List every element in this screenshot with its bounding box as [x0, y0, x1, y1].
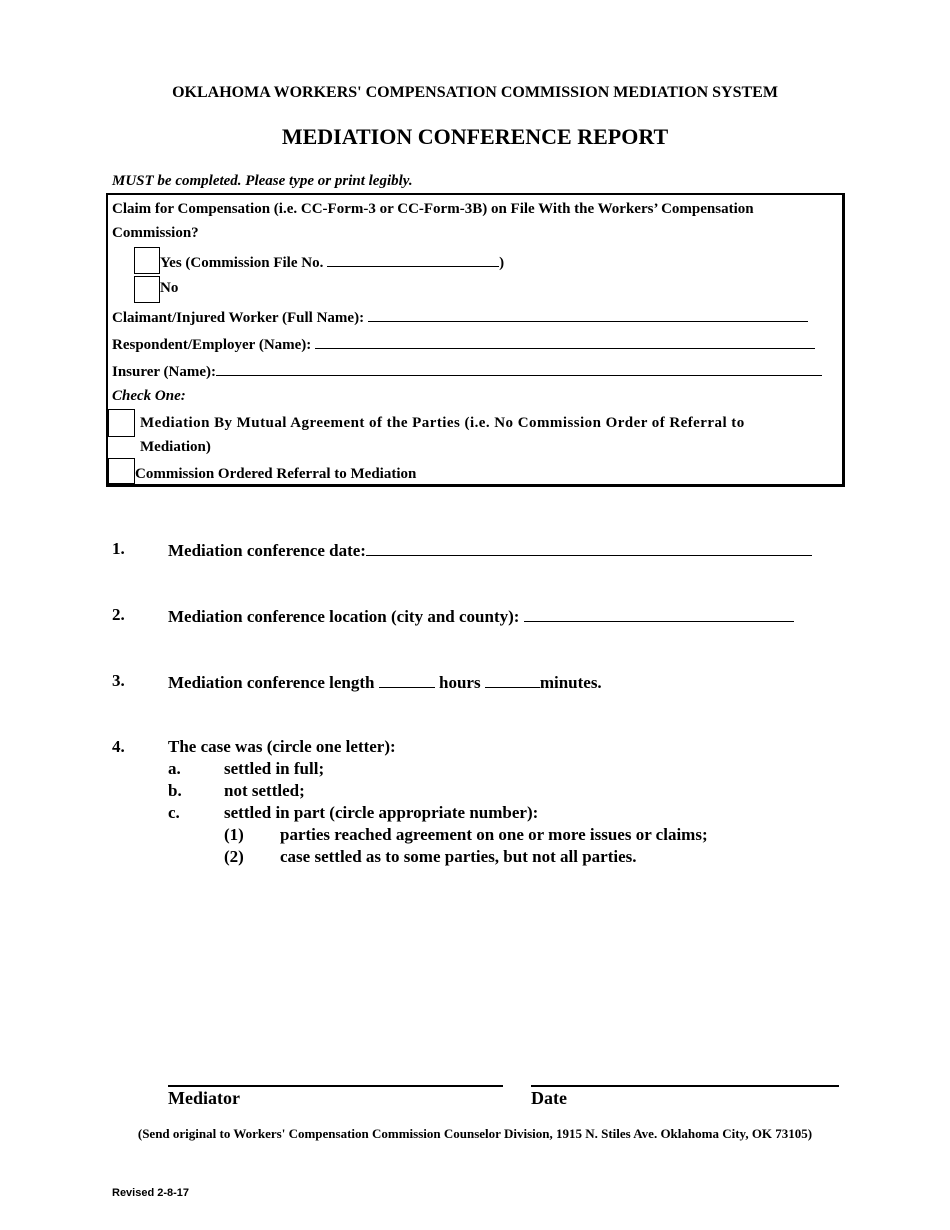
- respondent-name-field[interactable]: [315, 334, 815, 349]
- check-one-label: Check One:: [112, 388, 186, 404]
- respondent-label: Respondent/Employer (Name):: [112, 337, 312, 353]
- insurer-label: Insurer (Name):: [112, 364, 217, 380]
- option-c-letter[interactable]: c.: [168, 803, 180, 822]
- q2-label: Mediation conference location (city and county):: [168, 607, 520, 626]
- yes-label: Yes (Commission File No.: [160, 255, 324, 271]
- q3-number: 3.: [112, 671, 125, 690]
- sub-option-2-text: case settled as to some parties, but not all parties.: [280, 847, 637, 866]
- option1-line2: Mediation): [140, 439, 211, 455]
- q4-label: The case was (circle one letter):: [168, 737, 396, 756]
- yes-close-paren: ): [499, 255, 505, 271]
- q1-label: Mediation conference date:: [168, 541, 366, 560]
- respondent-row: [112, 334, 815, 354]
- option1-line1: [140, 415, 838, 432]
- q3-label: Mediation conference length: [168, 673, 375, 692]
- q2-number: 2.: [112, 605, 125, 624]
- conference-location-field[interactable]: [524, 605, 794, 622]
- insurer-row: [112, 361, 822, 381]
- page-title: MEDIATION CONFERENCE REPORT: [281, 124, 669, 149]
- hours-label: hours: [438, 673, 481, 692]
- option2-label: Commission Ordered Referral to Mediation: [135, 466, 417, 482]
- option-a-text: settled in full;: [224, 759, 325, 778]
- yes-row: [160, 252, 504, 272]
- minutes-label: minutes.: [539, 673, 602, 692]
- option-c-text: settled in part (circle appropriate number):: [224, 803, 539, 822]
- q1-number: 1.: [112, 539, 125, 558]
- claim-question-line1: Claim for Compensation (i.e. CC-Form-3 or CC-Form-3B) on File With the Workers’ Compensation: [112, 201, 754, 217]
- claimant-row: [112, 307, 808, 327]
- q1-row: [168, 539, 812, 561]
- instructions: MUST be completed. Please type or print legibly.: [112, 173, 413, 189]
- conference-date-field[interactable]: [366, 539, 812, 556]
- option1-text: Mediation By Mutual Agreement of the Parties (i.e. No Commission Order of Referral to: [140, 415, 745, 431]
- claimant-label: Claimant/Injured Worker (Full Name):: [112, 310, 365, 326]
- mutual-agreement-checkbox[interactable]: [108, 409, 135, 437]
- option-b-letter[interactable]: b.: [168, 781, 182, 800]
- revision-date: Revised 2-8-17: [112, 1187, 190, 1199]
- ordered-referral-checkbox[interactable]: [108, 458, 135, 484]
- no-checkbox[interactable]: [134, 276, 160, 303]
- date-signature-line[interactable]: [531, 1085, 839, 1087]
- no-label: No: [160, 280, 179, 296]
- q3-row: [168, 671, 602, 693]
- commission-file-no-field[interactable]: [327, 252, 499, 267]
- agency-heading: OKLAHOMA WORKERS' COMPENSATION COMMISSION MEDIATION SYSTEM: [172, 84, 778, 101]
- claim-question-line2: Commission?: [112, 225, 199, 241]
- mailing-instructions: (Send original to Workers' Compensation Commission Counselor Division, 1915 N. Stiles Ave. Oklahoma City, OK 73105): [137, 1126, 813, 1141]
- minutes-field[interactable]: [485, 671, 540, 688]
- claim-info-box: [106, 193, 845, 487]
- sub-option-1-text: parties reached agreement on one or more issues or claims;: [280, 825, 708, 844]
- claimant-name-field[interactable]: [368, 307, 808, 322]
- option-a-letter[interactable]: a.: [168, 759, 181, 778]
- q2-row: [168, 605, 794, 627]
- mediator-signature-line[interactable]: [168, 1085, 503, 1087]
- sub-option-1-number[interactable]: (1): [224, 825, 244, 844]
- hours-field[interactable]: [379, 671, 435, 688]
- mediator-label: Mediator: [168, 1088, 240, 1108]
- date-label: Date: [531, 1088, 567, 1108]
- q4-number: 4.: [112, 737, 125, 756]
- yes-checkbox[interactable]: [134, 247, 160, 274]
- sub-option-2-number[interactable]: (2): [224, 847, 244, 866]
- option-b-text: not settled;: [224, 781, 305, 800]
- insurer-name-field[interactable]: [216, 361, 822, 376]
